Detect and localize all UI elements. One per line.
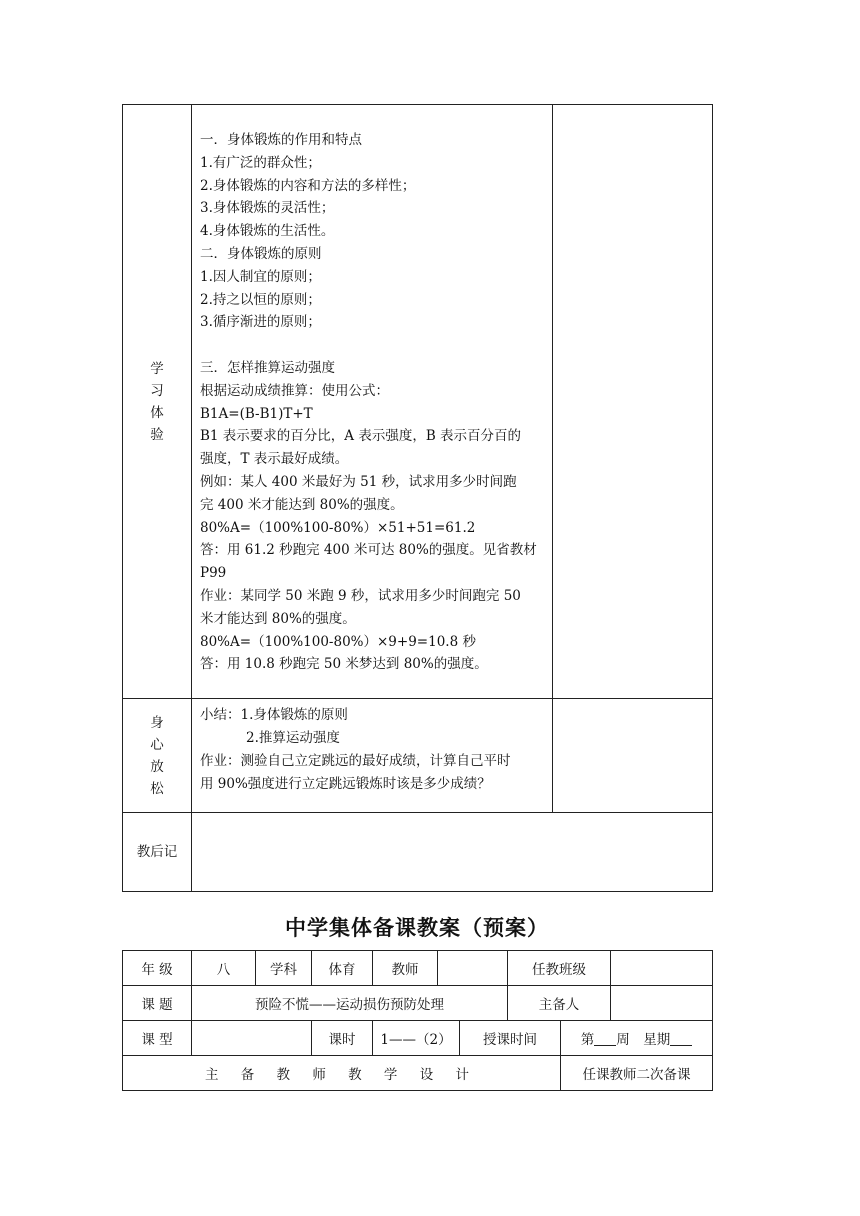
content-line: 强度，T 表示最好成绩。 [200, 451, 349, 468]
summary-line: 小结：1.身体锻炼的原则 [200, 707, 348, 724]
formula-line: 80%A=（100%100-80%）×51+51=61.2 [200, 519, 476, 536]
content-line: 3.循序渐进的原则； [200, 314, 321, 331]
grade-label: 年 级 [123, 951, 192, 986]
content-line: 二．身体锻炼的原则 [200, 245, 322, 262]
formula-line: B1A=(B-B1)T+T [200, 405, 313, 422]
lead-teacher-value [611, 986, 713, 1021]
type-label: 课 型 [123, 1021, 192, 1056]
afterword-content-cell [192, 813, 713, 892]
content-line: 米才能达到 80%的强度。 [200, 610, 356, 627]
content-line: 2.持之以恒的原则； [200, 291, 321, 308]
learning-label-char: 体 [150, 404, 164, 421]
week-prefix: 第 [580, 1032, 595, 1048]
content-line: P99 [200, 565, 227, 582]
afterword-row [123, 813, 713, 892]
relax-row [123, 699, 713, 813]
content-line: 作业：某同学 50 米跑 9 秒，试求用多少时间跑完 50 [200, 587, 521, 604]
week-middle: 周 星期 [616, 1032, 671, 1048]
content-line: 根据运动成绩推算：使用公式： [200, 382, 389, 399]
relax-label-char: 心 [150, 736, 164, 753]
blank-line [200, 334, 546, 357]
relax-label-cell [123, 699, 192, 813]
hours-value: 1——（2） [373, 1021, 460, 1056]
header-row-grade [123, 951, 713, 986]
header-row-design [123, 1056, 713, 1091]
secondary-prep-label: 任课教师二次备课 [561, 1056, 713, 1091]
summary-line: 2.推算运动强度 [246, 729, 340, 746]
content-line: 例如：某人 400 米最好为 51 秒，试求用多少时间跑 [200, 473, 517, 490]
afterword-label: 教后记 [123, 813, 192, 892]
content-line: 答：用 10.8 秒跑完 50 米梦达到 80%的强度。 [200, 656, 488, 673]
lesson-header-table [122, 950, 713, 1091]
content-line: 三．怎样推算运动强度 [200, 359, 335, 376]
teacher-value [438, 951, 508, 986]
teaching-time-value [561, 1021, 713, 1056]
header-row-topic [123, 986, 713, 1021]
weekday-blank [670, 1031, 692, 1046]
subject-label: 学科 [256, 951, 312, 986]
relax-label-char: 松 [150, 780, 164, 797]
formula-line: 80%A=（100%100-80%）×9+9=10.8 秒 [200, 633, 476, 650]
grade-value: 八 [192, 951, 256, 986]
header-row-type [123, 1021, 713, 1056]
type-value [192, 1021, 312, 1056]
week-blank [594, 1031, 616, 1046]
homework-line: 作业：测验自己立定跳远的最好成绩，计算自己平时 [200, 752, 511, 769]
topic-label: 课 题 [123, 986, 192, 1021]
content-line: 1.有广泛的群众性； [200, 154, 321, 171]
content-line: B1 表示要求的百分比，A 表示强度，B 表示百分百的 [200, 428, 522, 445]
content-line: 4.身体锻炼的生活性。 [200, 223, 335, 240]
content-line: 2.身体锻炼的内容和方法的多样性； [200, 177, 416, 194]
lead-teacher-label: 主备人 [508, 986, 611, 1021]
secondary-notes-cell [553, 105, 713, 699]
teaching-time-label: 授课时间 [460, 1021, 561, 1056]
lead-design-label: 主 备 教 师 教 学 设 计 [123, 1056, 561, 1091]
lesson-body-table [122, 104, 713, 892]
learning-label-char: 习 [150, 382, 164, 399]
learning-label-char: 学 [150, 360, 164, 377]
learning-row [123, 105, 713, 699]
topic-value: 预险不慌——运动损伤预防处理 [192, 986, 508, 1021]
secondary-notes-cell [553, 699, 713, 813]
content-line: 一．身体锻炼的作用和特点 [200, 132, 362, 148]
learning-label-char: 验 [150, 426, 164, 443]
content-line: 完 400 米才能达到 80%的强度。 [200, 496, 404, 513]
class-label: 任教班级 [508, 951, 611, 986]
content-line: 1.因人制宜的原则； [200, 268, 321, 285]
content-line: 答：用 61.2 秒跑完 400 米可达 80%的强度。见省教材 [200, 542, 537, 559]
document-title: 中学集体备课教案（预案） [285, 915, 549, 940]
class-value [611, 951, 713, 986]
homework-line: 用 90%强度进行立定跳远锻炼时该是多少成绩？ [200, 775, 491, 792]
teacher-label: 教师 [373, 951, 438, 986]
relax-label-char: 放 [150, 758, 164, 775]
relax-label-char: 身 [150, 714, 164, 731]
content-line: 3.身体锻炼的灵活性； [200, 200, 335, 217]
learning-content-cell [192, 105, 553, 699]
subject-value: 体育 [312, 951, 373, 986]
hours-label: 课时 [312, 1021, 373, 1056]
relax-content-cell [192, 699, 553, 813]
learning-label-cell [123, 105, 192, 699]
